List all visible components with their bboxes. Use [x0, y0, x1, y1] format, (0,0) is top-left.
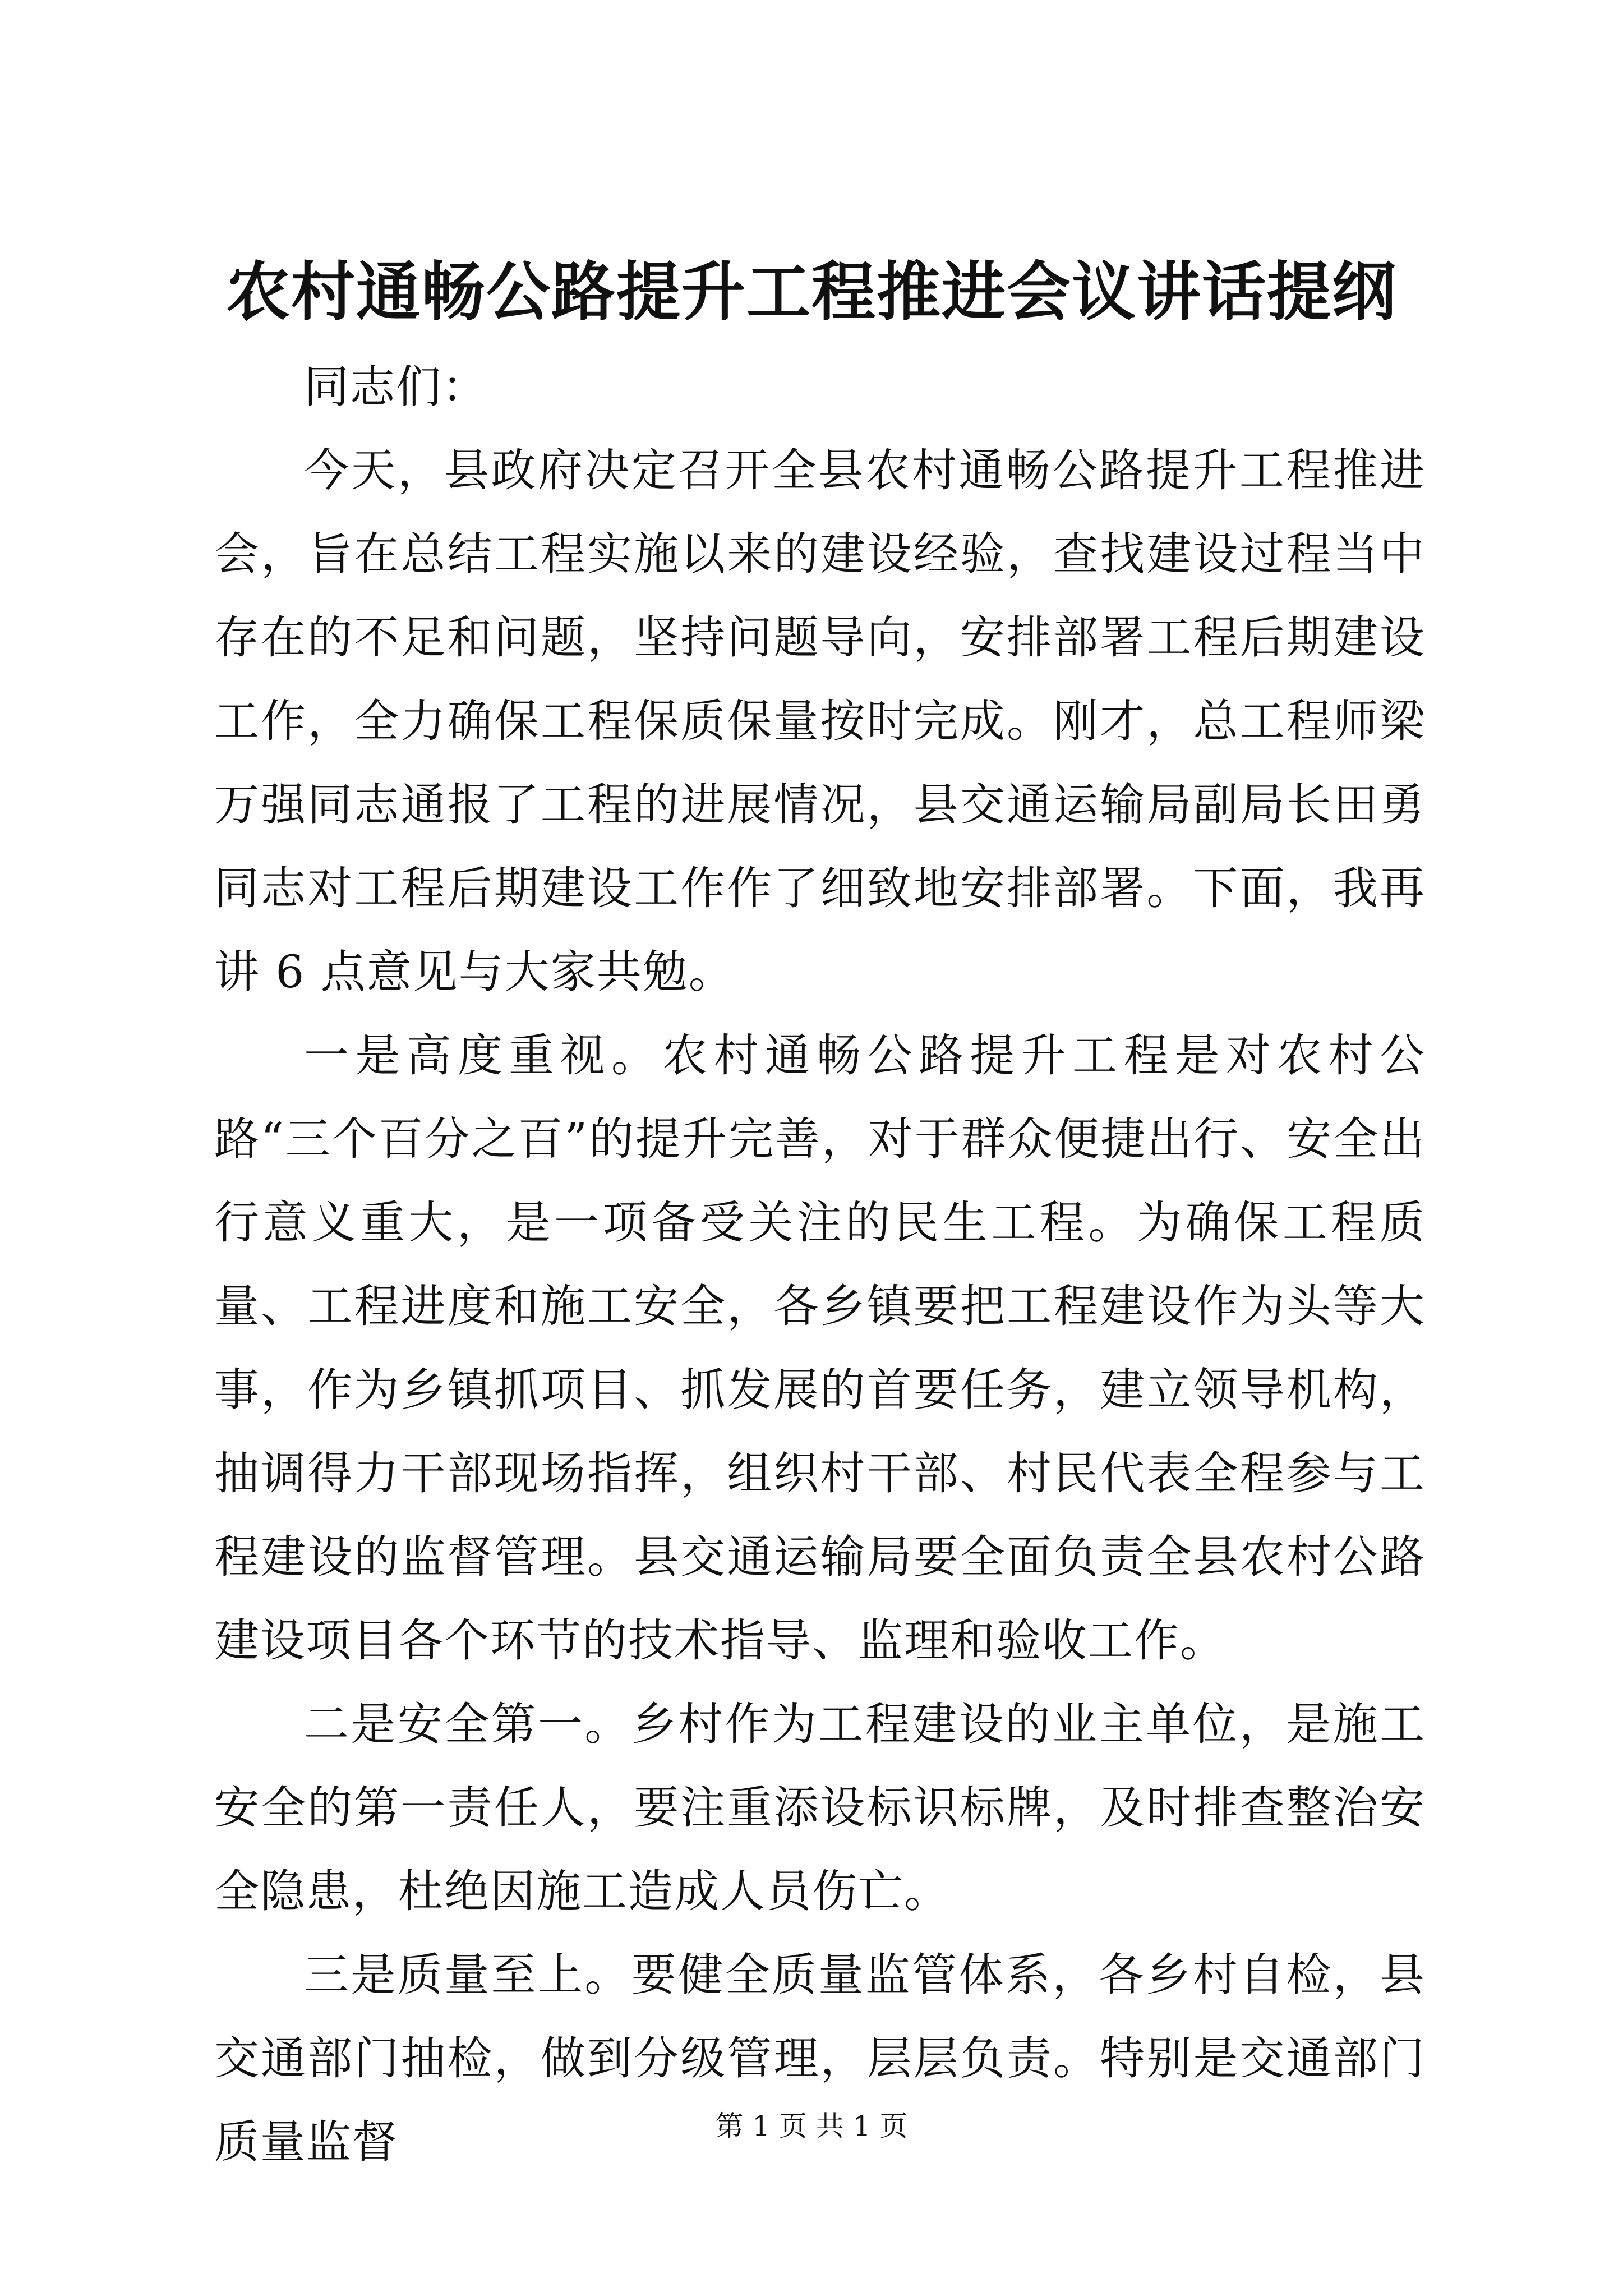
document-body: [214, 345, 1426, 2184]
paragraph-point-3: 三是质量至上。要健全质量监管体系，各乡村自检，县交通部门抽检，做到分级管理，层层负责。特别是交通部门质量监督: [214, 1949, 1426, 2168]
paragraph-point-1: 一是高度重视。农村通畅公路提升工程是对农村公路“三个百分之百”的提升完善，对于群众便捷出行、安全出行意义重大，是一项备受关注的民生工程。为确保工程质量、工程进度和施工安全，各乡镇要把工程建设作为头等大事，作为乡镇抓项目、抓发展的首要任务，建立领导机构，抽调得力干部现场指挥，组织村干部、村民代表全程参与工程建设的监督管理。县交通运输局要全面负责全县农村公路建设项目各个环节的技术指导、监理和验收工作。: [214, 1029, 1426, 1667]
salutation: 同志们：: [304, 361, 488, 413]
paragraph-intro: 今天，县政府决定召开全县农村通畅公路提升工程推进会，旨在总结工程实施以来的建设经验，查找建设过程当中存在的不足和问题，坚持问题导向，安排部署工程后期建设工作，全力确保工程保质保量按时完成。刚才，总工程师梁万强同志通报了工程的进展情况，县交通运输局副局长田勇同志对工程后期建设工作作了细致地安排部署。下面，我再讲 6 点意见与大家共勉。: [214, 444, 1426, 998]
paragraph-point-2: 二是安全第一。乡村作为工程建设的业主单位，是施工安全的第一责任人，要注重添设标识标牌，及时排查整治安全隐患，杜绝因施工造成人员伤亡。: [214, 1698, 1426, 1917]
document-title: 农村通畅公路提升工程推进会议讲话提纲: [225, 254, 1397, 329]
page-footer: 第 1 页 共 1 页: [715, 2110, 908, 2142]
